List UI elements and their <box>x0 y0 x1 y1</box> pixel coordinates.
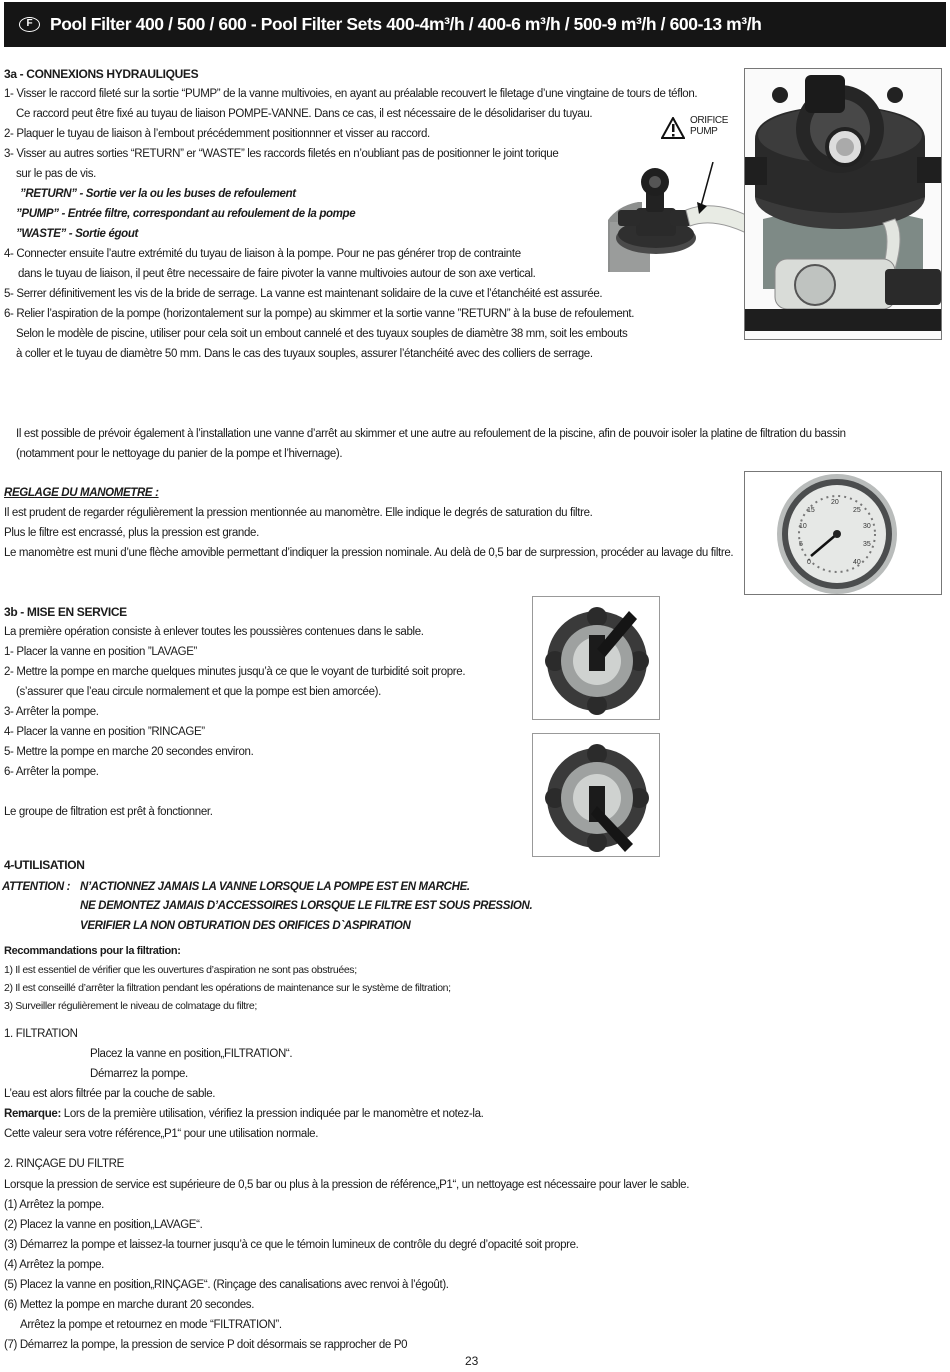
filter-set-photo <box>744 68 942 340</box>
s3a-line-3: 2- Plaquer le tuyau de liaison à l’embout précédemment positionnner et visser au raccord. <box>4 128 430 140</box>
pressure-gauge-photo <box>744 471 942 595</box>
rincage-heading: 2. RINÇAGE DU FILTRE <box>4 1158 124 1170</box>
multiport-valve-illustration <box>608 150 756 272</box>
filtration-heading: 1. FILTRATION <box>4 1028 78 1040</box>
rincage-line-2: (1) Arrêtez la pompe. <box>4 1199 105 1211</box>
s3b-line-1: La première opération consiste à enlever toutes les poussières contenues dans le sable. <box>4 626 424 638</box>
s3a-line-5: sur le pas de vis. <box>16 168 96 180</box>
rincage-line-1: Lorsque la pression de service est supérieure de 0,5 bar ou plus à la pression de référence„P1“, un nettoyage est nécessaire pour laver le sable. <box>4 1179 690 1191</box>
gauge-tick: 40 <box>853 559 861 566</box>
gauge-tick: 25 <box>853 507 861 514</box>
attention-label: ATTENTION : <box>2 881 71 893</box>
language-badge: F <box>19 17 40 32</box>
gauge-tick: 10 <box>799 523 807 530</box>
attention-line-2: NE DEMONTEZ JAMAIS D’ACCESSOIRES LORSQUE LE FILTRE EST SOUS PRESSION. <box>80 900 533 912</box>
manometre-heading: REGLAGE DU MANOMETRE : <box>4 487 159 499</box>
reco-heading: Recommandations pour la filtration: <box>4 945 181 957</box>
gauge-tick: 0 <box>807 559 811 566</box>
s3a-line-1: 1- Visser le raccord fileté sur la sortie “PUMP” de la vanne multivoies, en ayant au préalable recouvert le filetage d’une vingtaine de tours de téflon. <box>4 88 698 100</box>
rincage-line-3: (2) Placez la vanne en position„LAVAGE“. <box>4 1219 203 1231</box>
s3a-line-4: 3- Visser au autres sorties “RETURN” er “WASTE” les raccords filetés en n’oubliant pas de positionner le joint torique <box>4 148 559 160</box>
gauge-tick: 20 <box>831 499 839 506</box>
arrow-icon <box>695 162 717 214</box>
remarque-text: Lors de la première utilisation, vérifiez la pression indiquée par le manomètre et notez-la. <box>60 1108 484 1120</box>
s3a-pump-def: ”PUMP” - Entrée filtre, correspondant au refoulement de la pompe <box>16 208 356 220</box>
s3a-line-9: 4- Connecter ensuite l’autre extrémité du tuyau de liaison à la pompe. Pour ne pas générer trop de contrainte <box>4 248 521 260</box>
section-3a-heading: 3a - CONNEXIONS HYDRAULIQUES <box>4 67 199 81</box>
attention-line-3: VERIFIER LA NON OBTURATION DES ORIFICES D`ASPIRATION <box>80 920 411 932</box>
pump-label: PUMP <box>690 126 718 137</box>
s3b-line-5: 3- Arrêter la pompe. <box>4 706 99 718</box>
rincage-line-7: (6) Mettez la pompe en marche durant 20 secondes. <box>4 1299 255 1311</box>
manometre-line-2: Plus le filtre est encrassé, plus la pression est grande. <box>4 527 259 539</box>
s3b-line-8: 6- Arrêter la pompe. <box>4 766 99 778</box>
valve-position-rincage-photo <box>532 733 660 857</box>
gauge-tick: 15 <box>807 507 815 514</box>
rincage-line-9: (7) Démarrez la pompe, la pression de service P doit désormais se rapprocher de P0 <box>4 1339 408 1351</box>
page-header-bar <box>4 2 946 47</box>
note-line-2: (notamment pour le nettoyage du panier de la pompe et l’hivernage). <box>16 448 343 460</box>
valve-position-lavage-photo <box>532 596 660 720</box>
note-line-1: Il est possible de prévoir également à l’installation une vanne d’arrêt au skimmer et une autre au refoulement de la piscine, afin de pouvoir isoler la platine de filtration du bassin <box>16 428 846 440</box>
filtration-line-1: Placez la vanne en position„FILTRATION“. <box>90 1048 293 1060</box>
s3a-return-def: ”RETURN” - Sortie ver la ou les buses de refoulement <box>20 188 296 200</box>
s3a-waste-def: ”WASTE” - Sortie égout <box>16 228 138 240</box>
filtration-line-2: Démarrez la pompe. <box>90 1068 188 1080</box>
manometre-line-3: Le manomètre est muni d’une flèche amovible permettant d’indiquer la pression nominale. Au delà de 0,5 bar de surpression, procéder au lavage du filtre. <box>4 547 734 559</box>
attention-line-1: N’ACTIONNEZ JAMAIS LA VANNE LORSQUE LA POMPE EST EN MARCHE. <box>80 881 470 893</box>
filtration-after: L’eau est alors filtrée par la couche de sable. <box>4 1088 216 1100</box>
page-title: Pool Filter 400 / 500 / 600 - Pool Filter Sets 400-4m³/h / 400-6 m³/h / 500-9 m³/h / 600-13 m³/h <box>50 14 762 34</box>
reco-line-1: 1) Il est essentiel de vérifier que les ouvertures d’aspiration ne sont pas obstruées; <box>4 964 357 976</box>
gauge-tick: 35 <box>863 541 871 548</box>
s3b-line-6: 4- Placer la vanne en position ”RINCAGE” <box>4 726 205 738</box>
remarque-line-1 <box>4 1107 484 1121</box>
gauge-tick: 5 <box>799 541 803 548</box>
s3a-line-11: 5- Serrer définitivement les vis de la bride de serrage. La vanne est maintenant solidaire de la cuve et l’étanchéité est assurée. <box>4 288 603 300</box>
rincage-line-5: (4) Arrêtez la pompe. <box>4 1259 105 1271</box>
manometre-line-1: Il est prudent de regarder régulièrement la pression mentionnée au manomètre. Elle indique le degrés de saturation du filtre. <box>4 507 593 519</box>
s3b-line-9: Le groupe de filtration est prêt à fonctionner. <box>4 806 213 818</box>
rincage-line-4: (3) Démarrez la pompe et laissez-la tourner jusqu’à ce que le témoin lumineux de contrôle du degré d’opacité soit propre. <box>4 1239 579 1251</box>
rincage-line-8: Arrêtez la pompe et retournez en mode “FILTRATION”. <box>20 1319 282 1331</box>
section-3b-heading: 3b - MISE EN SERVICE <box>4 605 127 619</box>
rincage-line-6: (5) Placez la vanne en position„RINÇAGE“. (Rinçage des canalisations avec renvoi à l’égoût). <box>4 1279 449 1291</box>
page-number: 23 <box>465 1354 479 1368</box>
s3a-line-14: à coller et le tuyau de diamètre 50 mm. Dans le cas des tuyaux souples, assurer l’étanchéité avec des colliers de serrage. <box>16 348 593 360</box>
remarque-label: Remarque: <box>4 1108 61 1120</box>
reco-line-2: 2) Il est conseillé d’arrêter la filtration pendant les opérations de maintenance sur le système de filtration; <box>4 982 451 994</box>
reco-line-3: 3) Surveiller régulièrement le niveau de colmatage du filtre; <box>4 1000 257 1012</box>
orifice-label: ORIFICE <box>690 115 729 126</box>
s3a-line-10: dans le tuyau de liaison, il peut être necessaire de faire pivoter la vanne multivoies autour de son axe vertical. <box>18 268 536 280</box>
warning-icon <box>661 117 685 139</box>
s3b-line-2: 1- Placer la vanne en position ”LAVAGE” <box>4 646 198 658</box>
s3a-line-13: Selon le modèle de piscine, utiliser pour cela soit un embout cannelé et des tuyaux souples de diamètre 38 mm, soit les embouts <box>16 328 628 340</box>
s3b-line-7: 5- Mettre la pompe en marche 20 secondes environ. <box>4 746 254 758</box>
s3b-line-4: (s’assurer que l’eau circule normalement et que la pompe est bien amorcée). <box>16 686 381 698</box>
remarque-line-2: Cette valeur sera votre référence„P1“ pour une utilisation normale. <box>4 1128 319 1140</box>
section-4-heading: 4-UTILISATION <box>4 858 85 872</box>
s3a-line-12: 6- Relier l’aspiration de la pompe (horizontalement sur la pompe) au skimmer et la sortie vanne ”RETURN” à la buse de refoulement. <box>4 308 635 320</box>
s3b-line-3: 2- Mettre la pompe en marche quelques minutes jusqu’à ce que le voyant de turbidité soit propre. <box>4 666 466 678</box>
s3a-line-2: Ce raccord peut être fixé au tuyau de liaison POMPE-VANNE. Dans ce cas, il est nécessaire de le désolidariser du tuyau. <box>16 108 593 120</box>
gauge-tick: 30 <box>863 523 871 530</box>
